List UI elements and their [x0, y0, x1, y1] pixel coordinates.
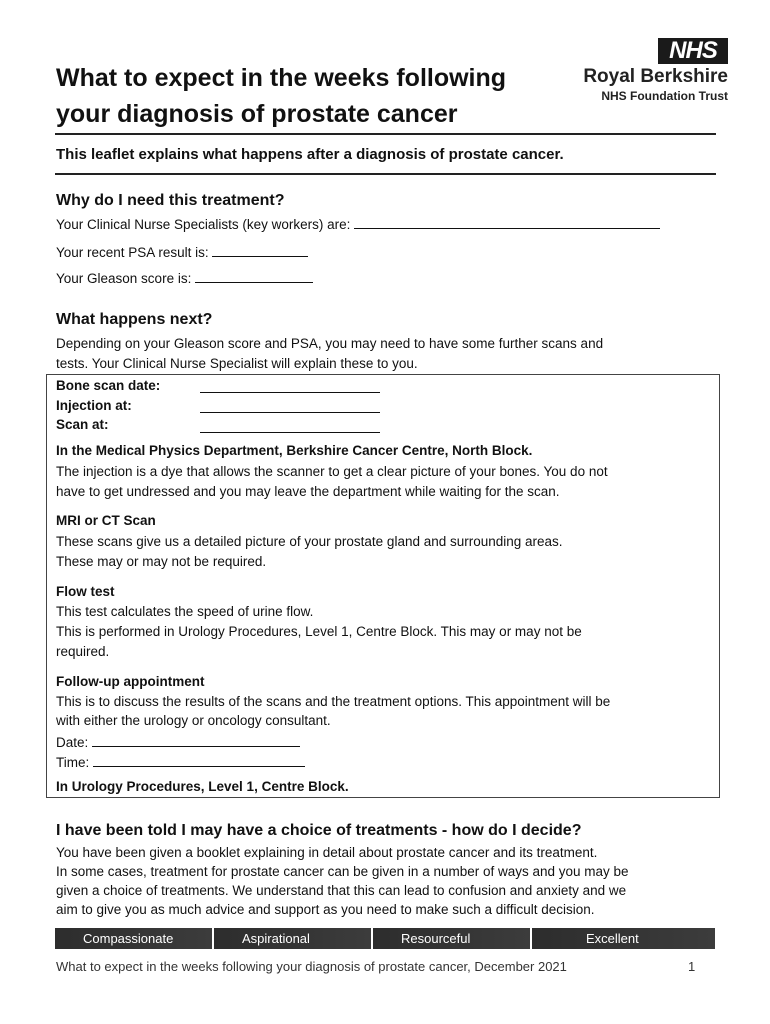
injection-label: Injection at: [56, 398, 132, 413]
bone-scan-label: Bone scan date: [56, 378, 161, 393]
psa-field-row [56, 242, 716, 263]
gleason-label: Your Gleason score is: [56, 271, 192, 286]
psa-blank[interactable] [212, 242, 308, 257]
values-bar [55, 928, 715, 949]
mri-text-1: These scans give us a detailed picture of your prostate gland and surrounding areas. [56, 534, 563, 549]
scan-blank[interactable] [200, 432, 380, 433]
mri-text-2: These may or may not be required. [56, 554, 267, 569]
mri-heading: MRI or CT Scan [56, 513, 156, 528]
intro-text: This leaflet explains what happens after a diagnosis of prostate cancer. [56, 146, 564, 163]
nurse-label: Your Clinical Nurse Specialists (key workers) are: [56, 217, 351, 232]
choice-text-1: You have been given a booklet explaining in detail about prostate cancer and its treatment. [56, 845, 598, 860]
nhs-logo: NHS [658, 38, 728, 64]
date-blank[interactable] [92, 732, 300, 747]
page-title [56, 60, 576, 132]
choice-text-2: In some cases, treatment for prostate cancer can be given in a number of ways and you may be [56, 864, 629, 879]
flow-text-2: This is performed in Urology Procedures, Level 1, Centre Block. This may or may not be [56, 624, 582, 639]
what-next-line-2: tests. Your Clinical Nurse Specialist will explain these to you. [56, 356, 418, 371]
nurse-field-row [56, 214, 716, 235]
time-field-row [56, 752, 716, 773]
gleason-field-row [56, 268, 716, 289]
bone-scan-blank[interactable] [200, 392, 380, 393]
scan-label: Scan at: [56, 417, 109, 432]
what-next-line-1: Depending on your Gleason score and PSA, you may need to have some further scans and [56, 336, 604, 351]
heading-why-treatment: Why do I need this treatment? [56, 192, 285, 209]
date-field-row [56, 732, 716, 753]
time-label: Time: [56, 755, 90, 770]
divider-intro [55, 173, 716, 175]
heading-what-next: What happens next? [56, 311, 213, 328]
value-excellent: Excellent [532, 928, 715, 949]
value-aspirational: Aspirational [214, 928, 373, 949]
flow-heading: Flow test [56, 584, 115, 599]
choice-text-3: given a choice of treatments. We understand that this can lead to confusion and anxiety and we [56, 883, 627, 898]
flow-text-1: This test calculates the speed of urine flow. [56, 604, 314, 619]
psa-label: Your recent PSA result is: [56, 245, 209, 260]
injection-text-2: have to get undressed and you may leave the department while waiting for the scan. [56, 484, 560, 499]
flow-text-3: required. [56, 644, 110, 659]
followup-heading: Follow-up appointment [56, 674, 205, 689]
heading-choice-treatments: I have been told I may have a choice of treatments - how do I decide? [56, 822, 582, 839]
choice-text-4: aim to give you as much advice and support as you need to make such a difficult decision. [56, 902, 595, 917]
time-blank[interactable] [93, 752, 305, 767]
title-line-2: your diagnosis of prostate cancer [56, 100, 458, 128]
injection-blank[interactable] [200, 412, 380, 413]
page-number: 1 [688, 959, 696, 974]
followup-text-2: with either the urology or oncology consultant. [56, 713, 331, 728]
gleason-blank[interactable] [195, 268, 313, 283]
org-subtitle: NHS Foundation Trust [601, 89, 728, 103]
org-name: Royal Berkshire [583, 66, 728, 87]
location-medical-physics: In the Medical Physics Department, Berkshire Cancer Centre, North Block. [56, 443, 533, 458]
footer-text: What to expect in the weeks following your diagnosis of prostate cancer, December 2021 [56, 959, 567, 974]
value-resourceful: Resourceful [373, 928, 532, 949]
title-line-1: What to expect in the weeks following [56, 64, 507, 92]
followup-text-1: This is to discuss the results of the scans and the treatment options. This appointment will be [56, 694, 611, 709]
divider-top [55, 133, 716, 135]
injection-text-1: The injection is a dye that allows the scanner to get a clear picture of your bones. You do not [56, 464, 608, 479]
value-compassionate: Compassionate [55, 928, 214, 949]
date-label: Date: [56, 735, 89, 750]
nurse-blank[interactable] [354, 214, 660, 229]
location-urology: In Urology Procedures, Level 1, Centre Block. [56, 779, 349, 794]
